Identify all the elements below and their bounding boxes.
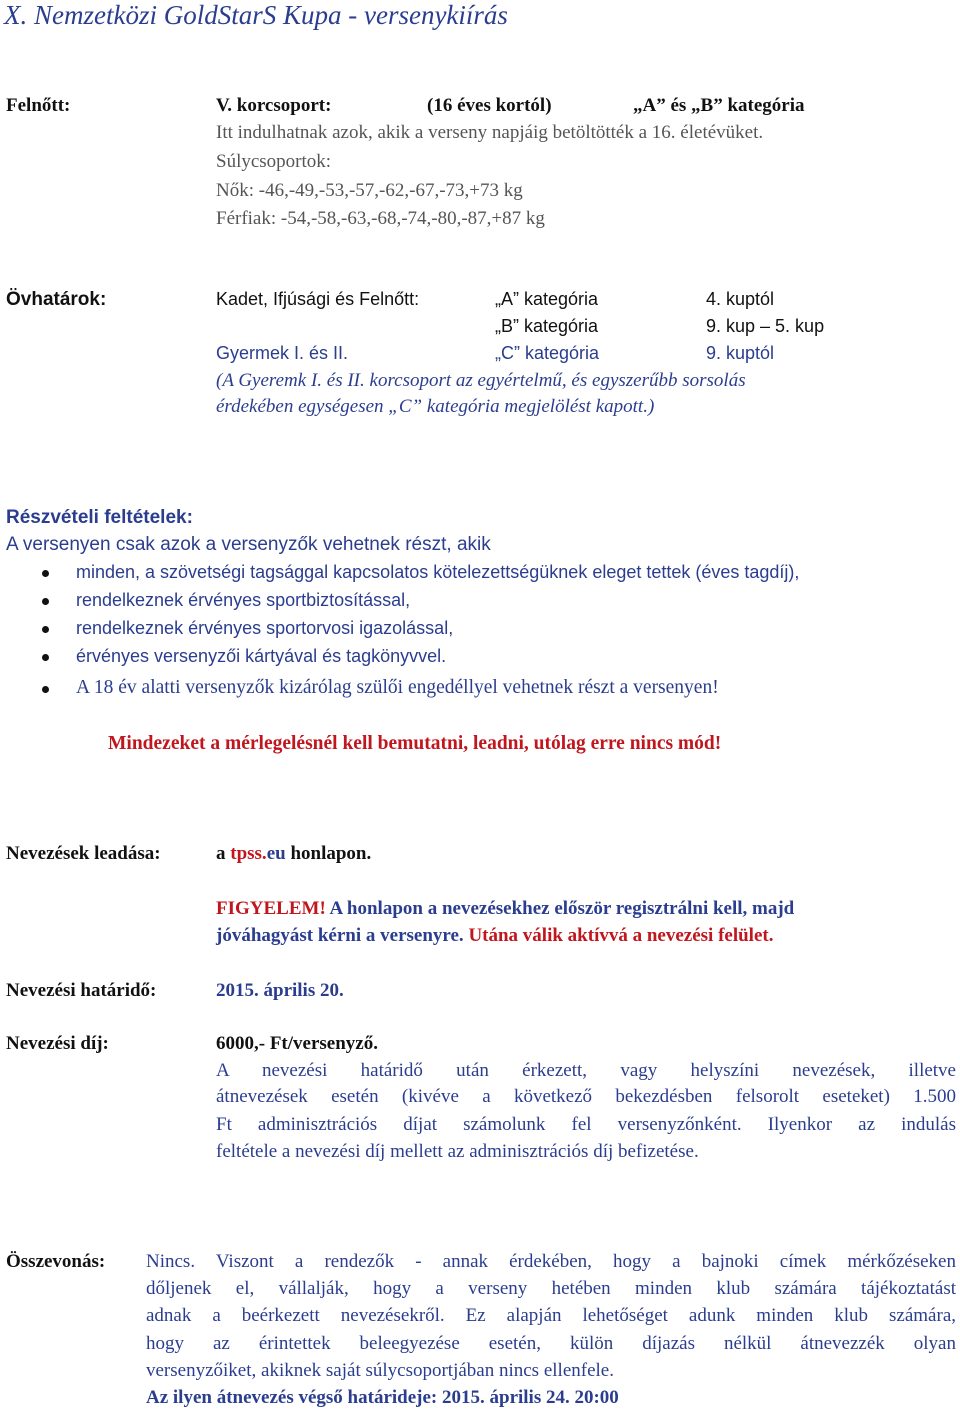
bullet-icon [42, 686, 49, 693]
figyelem-line [216, 898, 794, 920]
hatarido-value: 2015. április 20. [216, 980, 344, 1001]
dij-value: 6000,- Ft/versenyző. [216, 1033, 378, 1054]
ovhatarok-category: „C” kategória [495, 343, 600, 363]
ovhatarok-limit: 9. kup – 5. kup [706, 316, 825, 336]
reszveteli-heading: Részvételi feltételek: [6, 507, 193, 528]
felnott-line: Férfiak: -54,-58,-63,-68,-74,-80,-87,+87 kg [216, 208, 545, 229]
bullet-icon [42, 598, 49, 605]
bullet-icon [42, 570, 49, 577]
osszevonas-deadline: Az ilyen átnevezés végső határideje: 2015. április 24. 20:00 [146, 1387, 619, 1408]
figyelem-text: Utána válik aktívvá a nevezési felület. [468, 925, 774, 946]
dij-label: Nevezési díj: [6, 1033, 109, 1054]
page-title: X. Nemzetközi GoldStarS Kupa - versenykiírás [4, 0, 508, 30]
nevezesek-suffix: honlapon. [285, 843, 372, 864]
figyelem-text: jóváhagyást kérni a versenyre. [216, 925, 469, 946]
dij-text-line: feltétele a nevezési díj mellett az adminisztrációs díj befizetése. [216, 1141, 699, 1162]
age-range: (16 éves kortól) [427, 95, 552, 116]
ovhatarok-category: „A” kategória [495, 289, 599, 309]
bullet-icon [42, 654, 49, 661]
nevezesek-value [216, 843, 371, 865]
site-link[interactable]: tpss. [230, 843, 267, 864]
condition-item: rendelkeznek érvényes sportbiztosítással, [76, 590, 411, 610]
osszevonas-line: hogy az érintettek beleegyezése esetén, külön díjazás nélkül átnevezzék olyan [146, 1333, 956, 1354]
warning-text: Mindezeket a mérlegelésnél kell bemutatni, leadni, utólag erre nincs mód! [108, 733, 722, 754]
hatarido-label: Nevezési határidő: [6, 980, 157, 1001]
dij-text-line: A nevezési határidő után érkezett, vagy helyszíni nevezések, illetve [216, 1060, 956, 1081]
figyelem-line [216, 925, 773, 947]
ovhatarok-category: „B” kategória [495, 316, 599, 336]
felnott-line: Nők: -46,-49,-53,-57,-62,-67,-73,+73 kg [216, 180, 523, 201]
category-range: „A” és „B” kategória [633, 95, 805, 116]
bullet-icon [42, 626, 49, 633]
condition-item: minden, a szövetségi tagsággal kapcsolatos kötelezettségüknek eleget tettek (éves tagdíj), [76, 562, 800, 582]
ovhatarok-limit: 9. kuptól [706, 343, 775, 363]
osszevonas-line: adnak a beérkezett nevezésekről. Ez alapján lehetőséget adunk minden klub számára, [146, 1305, 956, 1326]
ovhatarok-note: (A Gyeremk I. és II. korcsoport az egyértelmű, és egyszerűbb sorsolás [216, 370, 746, 391]
ovhatarok-limit: 4. kuptól [706, 289, 775, 309]
osszevonas-label: Összevonás: [6, 1251, 106, 1272]
figyelem-text: A honlapon a nevezésekhez először regisztrálni kell, majd [329, 898, 795, 919]
felnott-line: Súlycsoportok: [216, 151, 332, 172]
ovhatarok-group: Gyermek I. és II. [216, 343, 349, 363]
felnott-line: Itt indulhatnak azok, akik a verseny napjáig betöltötték a 16. életévüket. [216, 122, 764, 143]
ovhatarok-label: Övhatárok: [6, 289, 107, 310]
figyelem-label: FIGYELEM! [216, 898, 330, 919]
osszevonas-line: dőljenek el, vállalják, hogy a verseny hetében minden klub számára tájékoztatást [146, 1278, 956, 1299]
ovhatarok-note: érdekében egységesen „C” kategória megjelölést kapott.) [216, 396, 655, 417]
nevezesek-label: Nevezések leadása: [6, 843, 161, 864]
felnott-label: Felnőtt: [6, 95, 71, 116]
osszevonas-line: Nincs. Viszont a rendezők - annak érdekében, hogy a bajnoki címek mérkőzéseken [146, 1251, 956, 1272]
dij-text-line: Ft adminisztrációs díjat számolunk fel versenyzőnként. Ilyenkor az indulás [216, 1114, 956, 1135]
korcsoport-label: V. korcsoport: [216, 95, 332, 116]
osszevonas-line: versenyzőiket, akiknek saját súlycsoportjában nincs ellenfele. [146, 1360, 614, 1381]
ovhatarok-group: Kadet, Ifjúsági és Felnőtt: [216, 289, 420, 309]
condition-item: rendelkeznek érvényes sportorvosi igazolással, [76, 618, 454, 638]
condition-item: A 18 év alatti versenyzők kizárólag szülői engedéllyel vehetnek részt a versenyen! [76, 677, 719, 698]
reszveteli-intro: A versenyen csak azok a versenyzők vehetnek részt, akik [6, 534, 491, 555]
site-link-tld[interactable]: eu [266, 843, 286, 864]
nevezesek-prefix: a [216, 843, 231, 864]
condition-item: érvényes versenyzői kártyával és tagkönyvvel. [76, 646, 447, 666]
dij-text-line: átnevezések esetén (kivéve a következő bekezdésben felsorolt eseteket) 1.500 [216, 1086, 956, 1107]
